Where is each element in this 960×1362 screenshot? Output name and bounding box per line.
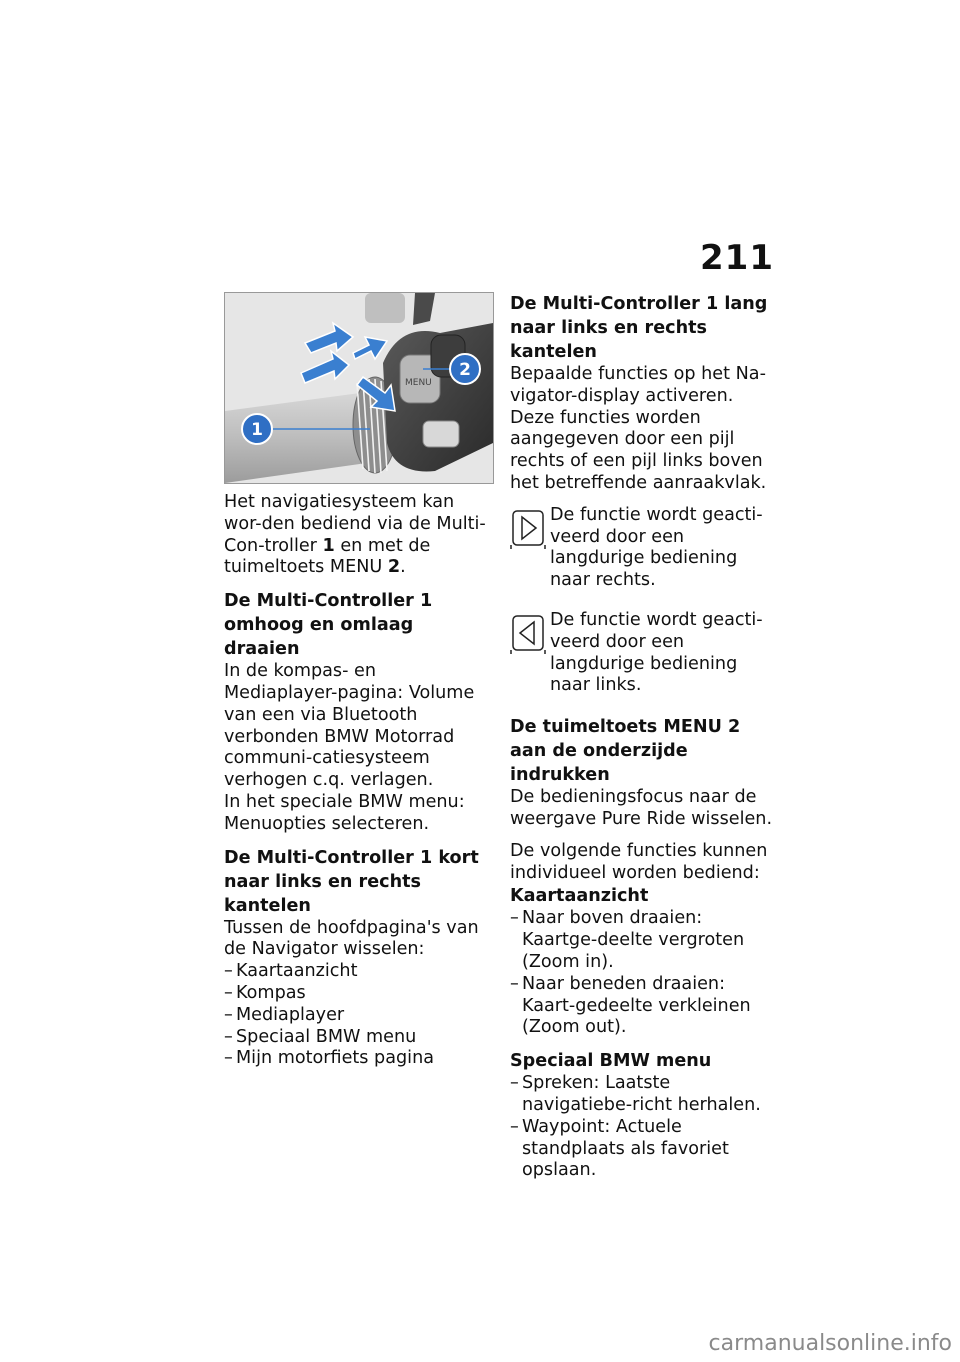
handlebar-controller-figure [224, 292, 494, 484]
ref-1: 1 [322, 535, 335, 556]
page-list [224, 961, 494, 1070]
arrow-right-hint-icon [510, 509, 546, 549]
note-right-text: De functie wordt geacti-veerd door een langdurige bediening naar rechts. [550, 504, 763, 591]
list-item: – Speciaal BMW menu [224, 1027, 494, 1049]
subheading-map: Kaartaanzicht [510, 886, 649, 907]
heading-tilt-short: De Multi-Controller 1 kort naar links en rechts kantelen [224, 847, 479, 916]
list-item: – Kompas [224, 983, 494, 1005]
intro-text: Het navigatiesysteem kan wor-den bediend via de Multi-Con-troller [224, 492, 486, 556]
list-item: – Naar boven draaien: Kaartge-deelte vergroten (Zoom in). [510, 908, 782, 973]
note-right [510, 505, 782, 592]
intro-paragraph [224, 492, 494, 579]
watermark: carmanualsonline.info [708, 1331, 952, 1356]
left-column [224, 292, 494, 1080]
note-left-text: De functie wordt geacti-veerd door een langdurige bediening naar links. [550, 609, 763, 696]
intro-text-3: . [400, 557, 406, 578]
list-item: – Waypoint: Actuele standplaats als favoriet opslaan. [510, 1117, 782, 1182]
callout-2-label: 2 [459, 360, 471, 380]
map-function-list [510, 908, 782, 1039]
list-item: – Mediaplayer [224, 1005, 494, 1027]
list-item: – Kaartaanzicht [224, 961, 494, 983]
page-number: 211 [700, 238, 774, 278]
heading-menu-press: De tuimeltoets MENU 2 aan de onderzijde indrukken [510, 717, 741, 786]
callout-1-label: 1 [251, 420, 263, 440]
list-item: – Mijn motorfiets pagina [224, 1048, 494, 1070]
tilt-long-paragraph: Bepaalde functies op het Na-vigator-display activeren. Deze functies worden aangegeven door een pijl rechts of een pijl links boven het betreffende aanraakvlak. [510, 364, 767, 493]
ref-2: 2 [387, 557, 401, 578]
list-item: – Naar beneden draaien: Kaart-gedeelte verkleinen (Zoom out). [510, 974, 782, 1039]
menu-press-paragraph: De bedieningsfocus naar de weergave Pure Ride wisselen. [510, 787, 773, 829]
menu-button-label: MENU [405, 378, 432, 388]
rotate-paragraph: In de kompas- en Mediaplayer-pagina: Volume van een via Bluetooth verbonden BMW Motorrad communi-catiesysteem verhogen c.q. verlagen. [224, 661, 475, 791]
heading-tilt-long: De Multi-Controller 1 lang naar links en rechts kantelen [510, 294, 768, 362]
heading-rotate: De Multi-Controller 1 omhoog en omlaag draaien [224, 591, 433, 660]
right-column [510, 292, 782, 1192]
tilt-short-paragraph: Tussen de hoofdpagina's van de Navigator wisselen: [224, 917, 479, 960]
note-left [510, 610, 782, 697]
functions-paragraph: De volgende functies kunnen individueel worden bediend: [510, 840, 768, 883]
arrow-left-hint-icon [510, 614, 546, 654]
list-item: – Spreken: Laatste navigatiebe-richt herhalen. [510, 1073, 782, 1117]
special-menu-list [510, 1073, 782, 1182]
controller-illustration [225, 293, 493, 483]
intro-text-2: en met de tuimeltoets MENU [224, 535, 431, 578]
menu-paragraph: In het speciale BMW menu: Menuopties selecteren. [224, 791, 465, 834]
subheading-special-menu: Speciaal BMW menu [510, 1051, 712, 1072]
